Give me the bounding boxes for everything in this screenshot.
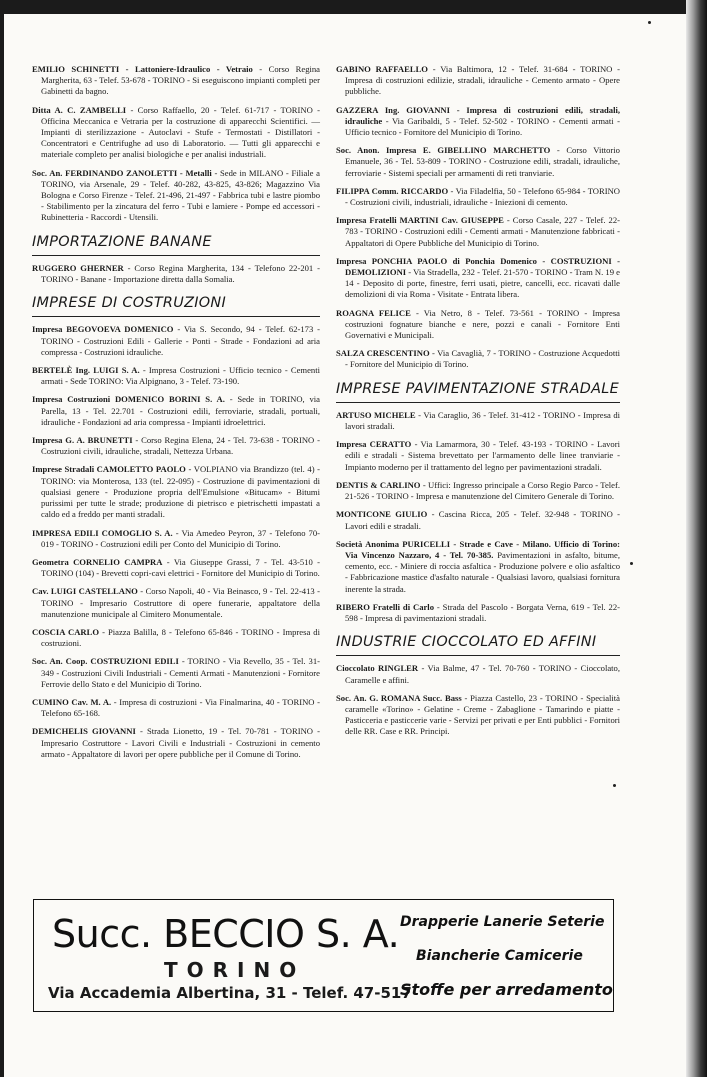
entry-details: - Via Lamarmora, 30 - Telef. 43-193 - TORINO - Lavori edili e stradali - Sistema brevettato per l'armamento delle linee tranviarie - Impianto moderno per il trattamento del legno per pavimentazioni stradali. — [345, 439, 620, 472]
entry-details: - Corso Regina Elena, 24 - Tel. 73-638 - TORINO - Costruzioni civili, idrauliche, stradali, Nettezza Urbana. — [41, 435, 320, 457]
directory-entry — [336, 64, 620, 98]
directory-entry — [336, 348, 620, 370]
directory-entry — [336, 602, 620, 624]
entry-company-name: ROAGNA FELICE — [336, 307, 411, 318]
entry-details: - Via Giuseppe Grassi, 7 - Tel. 43-510 - TORINO (104) - Brevetti copri-cavi elettrici - Fornitore del Municipio di Torino. — [41, 556, 320, 579]
directory-entry — [32, 697, 320, 719]
right-column — [336, 64, 620, 745]
directory-entry — [32, 394, 320, 428]
entry-company-name: COSCIA CARLO — [32, 626, 100, 637]
section-heading: IMPRESE DI COSTRUZIONI — [32, 292, 320, 317]
entry-details: - Corso Regina Margherita, 63 - Telef. 53-678 - TORINO - Si eseguiscono impianti completi per Gabinetti da bagno. — [41, 64, 320, 97]
directory-entry — [336, 410, 620, 432]
directory-entry — [336, 215, 620, 249]
entry-details: - Via Stradella, 232 - Telef. 21-570 - TORINO - Tram N. 19 e 14 - Deposito di porte, finestre, ferri usati, pietre, cancelli, ecc. ricavati dalle demolizioni di via Roma - Visitate - Entrata libera. — [345, 267, 620, 300]
entry-details: - Corso Casale, 227 - Telef. 22-783 - TORINO - Costruzioni edili - Cementi armati - Manutenzione fabbricati - Appaltatori di Opere Pubbliche del Municipio di Torino. — [345, 215, 620, 248]
directory-entry — [32, 64, 320, 98]
ad-city: TORINO — [164, 958, 306, 982]
entry-details: - Sede in TORINO, via Parella, 13 - Tel. 22.701 - Costruzioni edili, ferroviarie, stradali, portuali, idrauliche - Fondazioni ad aria compressa - Impianti idroelettrici. — [41, 394, 320, 427]
entry-details: - Piazza Balilla, 8 - Telefono 65-846 - TORINO - Impresa di costruzioni. — [41, 626, 320, 649]
directory-entry — [32, 528, 320, 550]
directory-entry — [336, 186, 620, 208]
entry-company-name: Impresa PONCHIA PAOLO di Ponchia Domenico - COSTRUZIONI - DEMOLIZIONI — [336, 255, 620, 278]
directory-entry — [32, 168, 320, 224]
ink-speck — [648, 21, 651, 24]
entry-company-name: SALZA CRESCENTINO — [336, 348, 430, 359]
entry-company-name: FILIPPA Comm. RICCARDO — [336, 185, 449, 196]
entry-details: - Via Baltimora, 12 - Telef. 31-684 - TORINO - Impresa di costruzioni edilizie, stradali, idrauliche - Cemento armato - Opere pubbliche. — [345, 64, 621, 97]
entry-details: - Uffici: Ingresso principale a Corso Regio Parco - Telef. 21-526 - TORINO - Impresa e manutenzione del Cimitero Generale di Torino. — [345, 479, 620, 502]
entry-details: - Cascina Ricca, 205 - Telef. 32-948 - TORINO - Lavori edili e stradali. — [345, 509, 620, 531]
entry-company-name: GABINO RAFFAELLO — [336, 64, 428, 74]
ad-products-line-3: Stoffe per arredamento — [400, 980, 613, 999]
directory-entry — [336, 509, 620, 531]
entry-company-name: Soc. An. FERDINANDO ZANOLETTI - Metalli — [32, 167, 212, 178]
entry-company-name: Soc. An. Coop. COSTRUZIONI EDILI — [32, 656, 179, 667]
entry-details: - Via Caraglio, 36 - Telef. 31-412 - TORINO - Impresa di lavori stradali. — [345, 409, 621, 432]
directory-entry — [32, 656, 320, 690]
entry-details: - Via Netro, 8 - Telef. 73-561 - TORINO - Impresa costruzioni fognature bianche e nere, pozzi e canali - Fornitore Enti Governativi e Municipali. — [345, 307, 620, 341]
entry-company-name: IMPRESA EDILI COMOGLIO S. A. — [32, 527, 173, 538]
entry-details: - VOLPIANO via Brandizzo (tel. 4) - TORINO: via Monterosa, 133 (tel. 22-095) - Costruzione di pavimentazioni di qualsiasi genere - Produzione propria dell'Emulsione «Bitucam» - Bitumi purissimi per tutte le strade; produzione di pietrisco e pietrischetti impastati a caldo ed a freddo per manti stradali. — [41, 464, 321, 520]
advertisement-box — [33, 899, 614, 1012]
directory-entry — [32, 557, 320, 579]
ink-speck — [613, 784, 616, 787]
entry-details: - TORINO - Via Revello, 35 - Tel. 31-349 - Costruzioni Civili Industriali - Cementi Armati - Manutenzioni - Fornitore Ferrovie dello Stato e del Municipio di Torino. — [41, 656, 320, 689]
directory-entry — [336, 308, 620, 342]
directory-entry — [32, 627, 320, 649]
paper-sheet — [4, 14, 686, 1077]
entry-details: - Corso Regina Margherita, 134 - Telefono 22-201 - TORINO - Banane - Importazione diretta dalla Somalia. — [41, 262, 320, 285]
entry-company-name: Ditta A. C. ZAMBELLI — [32, 104, 127, 115]
entry-details: - Corso Vittorio Emanuele, 36 - Tel. 53-809 - TORINO - Costruzione edili, stradali, idrauliche, ferroviarie - Sistemi speciali per armamenti di reti tranviarie. — [345, 145, 620, 178]
entry-company-name: MONTICONE GIULIO — [336, 509, 428, 520]
directory-entry — [336, 539, 620, 595]
entry-details: - Impresa Costruzioni - Ufficio tecnico - Cementi armati - Sede TORINO: Via Alpignano, 3 - Telef. 73-190. — [41, 365, 320, 387]
entry-details: - Impresa di costruzioni - Via Finalmarina, 40 - TORINO - Telefono 65-168. — [41, 696, 320, 719]
entry-company-name: Impresa Costruzioni DOMENICO BORINI S. A. — [32, 394, 225, 405]
section-heading: IMPRESE PAVIMENTAZIONE STRADALE — [336, 378, 620, 403]
ad-products-line-1: Drapperie Lanerie Seterie — [400, 914, 605, 930]
entry-company-name: Soc. Anon. Impresa E. GIBELLINO MARCHETTO — [336, 145, 551, 156]
entry-company-name: Società Anonima PURICELLI - Strade e Cave - Milano. Ufficio di Torino: Via Vincenzo Nazzaro, 4 - Tel. 70-385. — [336, 538, 620, 560]
entry-company-name: DENTIS & CARLINO — [336, 479, 421, 490]
entry-company-name: DEMICHELIS GIOVANNI — [32, 726, 136, 737]
directory-entry — [336, 105, 620, 139]
entry-details: - Via S. Secondo, 94 - Telef. 62-173 - TORINO - Costruzioni Edili - Gallerie - Ponti - Strade - Fondazioni ad aria compressa - Costruzioni idrauliche. — [41, 324, 320, 357]
entry-company-name: BERTELÈ Ing. LUIGI S. A. — [32, 365, 140, 376]
entry-company-name: Imprese Stradali CAMOLETTO PAOLO — [32, 464, 186, 475]
entry-company-name: CUMINO Cav. M. A. — [32, 696, 112, 707]
entry-company-name: GAZZERA Ing. GIOVANNI - Impresa di costruzioni edili, stradali, idrauliche — [336, 104, 620, 126]
entry-company-name: ARTUSO MICHELE — [336, 409, 416, 420]
directory-entry — [32, 105, 320, 161]
directory-entry — [336, 256, 620, 301]
page-shadow-edge — [686, 0, 707, 1077]
entry-details: - Via Garibaldi, 5 - Telef. 52-502 - TORINO - Cementi armati - Ufficio tecnico - Fornitore del Municipio di Torino. — [345, 115, 620, 138]
entry-details: - Via Amedeo Peyron, 37 - Telefono 70-019 - TORINO - Costruzioni edili per Conto del Municipio di Torino. — [41, 527, 321, 549]
entry-details: - Via Cavaglià, 7 - TORINO - Costruzione Acquedotti - Fornitore del Municipio di Torino. — [345, 348, 620, 370]
ad-company-name: Succ. BECCIO S. A. — [52, 912, 400, 956]
entry-company-name: EMILIO SCHINETTI - Lattoniere-Idraulico - Vetraio — [32, 64, 253, 74]
entry-company-name: Impresa CERATTO — [336, 439, 412, 450]
entry-details: - Via Filadelfia, 50 - Telefono 65-984 - TORINO - Costruzioni civili, industriali, idrauliche - Iniezioni di cemento. — [345, 185, 621, 208]
ad-address: Via Accademia Albertina, 31 - Telef. 47-517 — [48, 984, 412, 1002]
entry-company-name: RIBERO Fratelli di Carlo — [336, 601, 434, 612]
directory-entry — [32, 365, 320, 387]
entry-company-name: Impresa G. A. BRUNETTI — [32, 435, 133, 446]
entry-details: - Sede in MILANO - Filiale a TORINO, via Arsenale, 29 - Telef. 40-282, 43-825, 43-826; Magazzino Via Bologna e Corso Firenze - Telef. 21-496, 21-497 - Fabbrica tubi e lastre piombo - Stabilimento per la zincatura del ferro - Tubi e lamiere - Pompe ed accessori - Rubinetteria - Raccordi - Utensili. — [41, 167, 320, 223]
directory-entry — [32, 464, 320, 520]
directory-entry — [336, 439, 620, 473]
directory-entry — [32, 263, 320, 285]
entry-details: Pavimentazioni in asfalto, bitume, cemento, ecc. - Miniere di roccia asfaltica - Produzione polvere e olio asfaltico - Fabbricazione mastice d'asfalto naturale - Qualsiasi lavoro, qualsiasi fornitura inerente la strada. — [345, 549, 620, 594]
entry-details: - Strada del Pascolo - Borgata Verna, 619 - Tel. 22-598 - Impresa di pavimentazioni stradali. — [345, 601, 620, 623]
directory-entry — [32, 726, 320, 760]
entry-company-name: Impresa Fratelli MARTINI Cav. GIUSEPPE — [336, 215, 504, 226]
entry-company-name: Cav. LUIGI CASTELLANO — [32, 586, 138, 597]
directory-entry — [32, 324, 320, 358]
directory-entry — [336, 693, 620, 738]
directory-entry — [32, 435, 320, 457]
entry-details: - Strada Lionetto, 19 - Tel. 70-781 - TORINO - Impresario Costruttore - Lavori Civili e Industriali - Costruzioni in cemento armato - Appaltatore di lavori per opere pubbliche per il Comune di Torino. — [41, 726, 320, 759]
entry-company-name: Soc. An. G. ROMANA Succ. Bass — [336, 692, 462, 703]
section-heading: INDUSTRIE CIOCCOLATO ED AFFINI — [336, 631, 620, 656]
entry-company-name: Impresa BEGOVOEVA DOMENICO — [32, 324, 174, 335]
section-heading: IMPORTAZIONE BANANE — [32, 231, 320, 256]
ink-speck — [630, 562, 633, 565]
left-column — [32, 64, 320, 767]
entry-company-name: Cioccolato RINGLER — [336, 663, 419, 674]
entry-details: - Corso Napoli, 40 - Via Beinasco, 9 - Tel. 22-413 - TORINO - Impresario Costruttore di opere funerarie, appaltatore della manutenzione municipale al Cimitero Monumentale. — [41, 586, 320, 619]
entry-company-name: RUGGERO GHERNER — [32, 262, 124, 273]
entry-details: - Via Balme, 47 - Tel. 70-760 - TORINO - Cioccolato, Caramelle e affini. — [345, 663, 620, 685]
entry-details: - Piazza Castello, 23 - TORINO - Specialità caramelle «Torino» - Gelatine - Creme - Zabaglione - Tamarindo e piatte - Pasticceria e pasticcerie varie - Servizi per privati e per Enti pubblici - Fornitori delle RR. Case e RR. Principi. — [345, 692, 620, 737]
entry-company-name: Geometra CORNELIO CAMPRA — [32, 556, 163, 567]
directory-entry — [336, 145, 620, 179]
ad-products-line-2: Biancherie Camicerie — [416, 948, 583, 964]
directory-entry — [336, 663, 620, 685]
entry-details: - Corso Raffaello, 20 - Telef. 61-717 - TORINO - Officina Meccanica e Vetraria per la costruzione di apparecchi Scientifici. — Impianti di sterilizzazione - Autoclavi - Stufe - Termostati - Distillatori - Concentratori e Centrifughe ad uso di Laboratorio. — Tutti gli apparecchi e materiale completo per analisi biologiche e per analisi industriali. — [41, 104, 320, 160]
directory-entry — [336, 480, 620, 502]
directory-entry — [32, 586, 320, 620]
